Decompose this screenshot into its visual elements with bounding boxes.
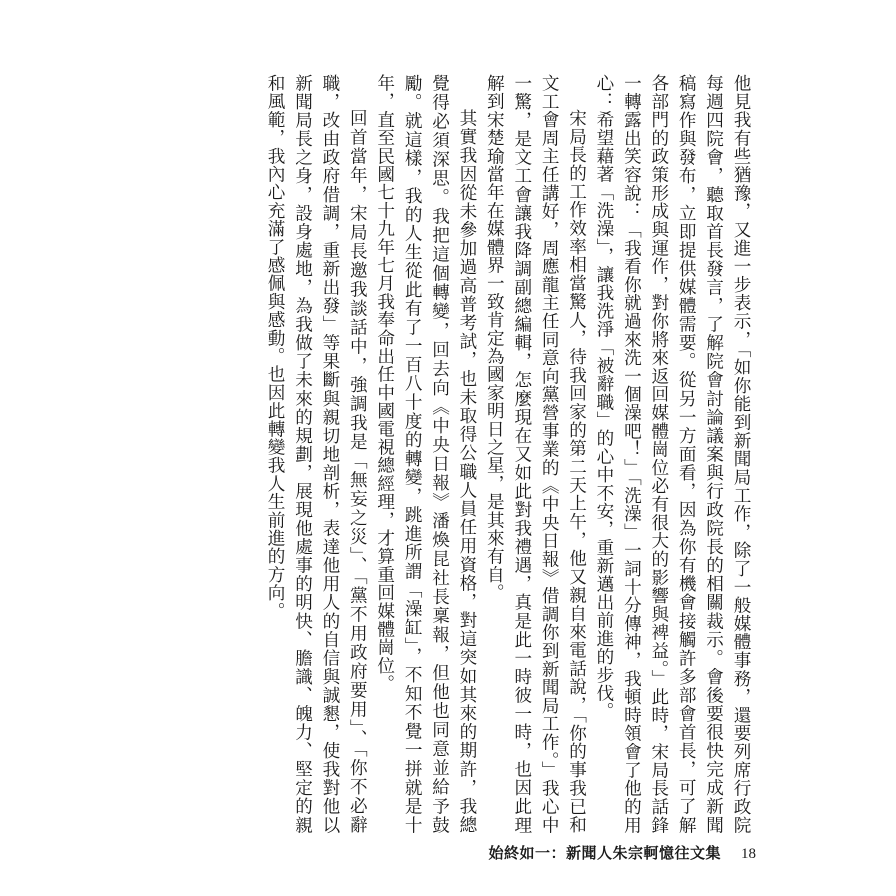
book-title: 始終如一：新聞人朱宗軻憶往文集 (488, 844, 721, 862)
body-text (194, 74, 754, 834)
paragraph-1: 他見我有些猶豫，又進一步表示，「如你能到新聞局工作，除了一般媒體事務，還要列席行政院每週四院會，聽取首長發言，了解院會討論議案與行政院長的相關裁示。會後要很快完成新聞稿寫作與發布，立即提供媒體需要。從另一方面看，因為你有機會接觸許多部會首長，可了解各部門的政策形成與運作，對你將來返回媒體崗位必有很大的影響與裨益。」此時，宋局長話鋒一轉露出笑容說：「我看你就過來洗一個澡吧！」「洗澡」一詞十分傳神，我頓時領會了他的用心：希望藉著「洗澡」，讓我洗淨「被辭職」的心中不安，重新邁出前進的步伐。 (593, 74, 751, 834)
page-footer (488, 842, 756, 863)
paragraph-2: 宋局長的工作效率相當驚人，待我回家的第二天上午，他又親自來電話說，「你的事我已和文工會周主任講好，周應龍主任同意向黨營事業的《中央日報》借調你到新聞局工作。」我心中一驚，是文工會讓我降調副總編輯，怎麼現在又如此對我禮遇，真是此一時彼一時，也因此理解到宋楚瑜當年在媒體界一致肯定為國家明日之星，是其來有自。 (484, 74, 587, 834)
paragraph-4: 回首當年，宋局長邀我談話中，強調我是「無妄之災」、「黨不用政府要用」、「你不必辭職，改由政府借調，重新出發」等果斷與親切地剖析，表達他用人的自信與誠懇，使我對他以新聞局長之身，設身處地，為我做了未來的規劃，展現他處事的明快、膽識、魄力、堅定的親和風範，我內心充滿了感佩與感動。也因此轉變我人生前進的方向。 (265, 74, 368, 834)
paragraph-3: 其實我因從未參加過高普考試，也未取得公職人員任用資格，對這突如其來的期許，我總覺得必須深思。我把這個轉變，回去向《中央日報》潘煥昆社長稟報，但他也同意並給予鼓勵。就這樣，我的人生從此有了一百八十度的轉變，跳進所謂「澡缸」，不知不覺一拼就是十年，直至民國七十九年七月我奉命出任中國電視總經理，才算重回媒體崗位。 (374, 74, 477, 834)
page-number: 18 (741, 846, 756, 862)
